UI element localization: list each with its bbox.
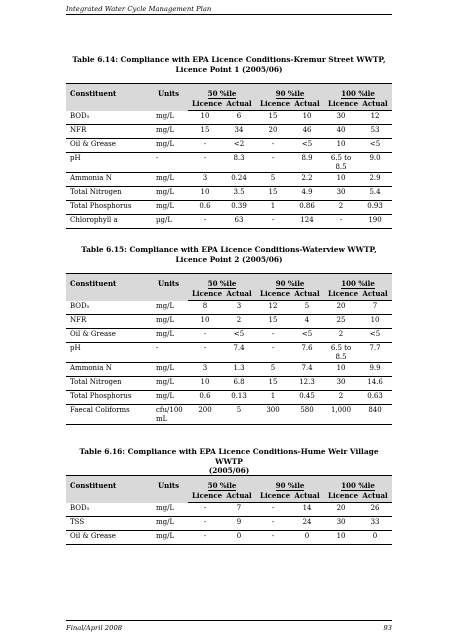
header-licence: Licence [324,289,358,301]
header-percentile [256,84,324,100]
percentile-label: 90 %ile [275,89,305,98]
cell-units: µg/L [154,215,188,229]
table-row [66,405,392,425]
cell-value: 20 [256,125,290,139]
cell-constituent: Faecal Coliforms [66,405,154,425]
cell-value: 30 [324,111,358,125]
cell-units: mg/L [154,391,188,405]
cell-value: 0.63 [358,391,392,405]
cell-units: mg/L [154,315,188,329]
cell-value: 10 [188,187,222,201]
cell-value: - [256,343,290,363]
table-caption [66,55,392,74]
header-percentile [256,274,324,290]
header-percentile [188,476,256,492]
percentile-label: 100 %ile [341,89,375,98]
header-constituent: Constituent [66,274,154,301]
cell-value: 5 [222,405,256,425]
caption-line: (2005/06) [208,466,250,475]
cell-constituent: Total Phosphorus [66,391,154,405]
cell-value: - [256,215,290,229]
cell-value: 0.13 [222,391,256,405]
cell-value: <5 [290,329,324,343]
cell-value: 9.9 [358,363,392,377]
cell-value: 15 [188,125,222,139]
cell-value: 63 [222,215,256,229]
cell-units: mg/L [154,173,188,187]
cell-value: - [188,139,222,153]
cell-value: 0.24 [222,173,256,187]
cell-value: 34 [222,125,256,139]
header-actual: Actual [222,491,256,503]
header-actual: Actual [290,289,324,301]
cell-value: 30 [324,187,358,201]
percentile-label: 50 %ile [207,89,237,98]
cell-value: 7.7 [358,343,392,363]
header-actual: Actual [222,289,256,301]
cell-units: mg/L [154,517,188,531]
cell-units: mg/L [154,111,188,125]
header-licence: Licence [324,99,358,111]
header-licence: Licence [256,491,290,503]
percentile-label: 90 %ile [275,481,305,490]
cell-value: 7.4 [222,343,256,363]
cell-value: 8.3 [222,153,256,173]
cell-value: 53 [358,125,392,139]
cell-constituent: NFR [66,125,154,139]
cell-value: 2 [222,315,256,329]
cell-value: 0.45 [290,391,324,405]
cell-value: 2 [324,201,358,215]
cell-constituent: Ammonia N [66,363,154,377]
cell-value: 0 [358,531,392,545]
cell-value: 0.86 [290,201,324,215]
cell-constituent: Total Nitrogen [66,187,154,201]
cell-constituent: TSS [66,517,154,531]
cell-value: 5 [290,301,324,315]
cell-value: 190 [358,215,392,229]
cell-value: 15 [256,377,290,391]
header-units: Units [154,84,188,111]
cell-value: 5 [256,173,290,187]
percentile-label: 90 %ile [275,279,305,288]
table-row [66,173,392,187]
cell-value: 7 [222,503,256,517]
cell-value: <5 [290,139,324,153]
table-row [66,187,392,201]
cell-value: - [188,153,222,173]
cell-value: 2.2 [290,173,324,187]
caption-line: Licence Point 2 (2005/06) [175,254,283,264]
cell-units: mg/L [154,201,188,215]
cell-value: 124 [290,215,324,229]
cell-value: 0.39 [222,201,256,215]
cell-value: 10 [358,315,392,329]
table-caption [66,447,392,476]
cell-units: mg/L [154,531,188,545]
header-percentile [324,274,392,290]
table-row [66,391,392,405]
cell-units: mg/L [154,377,188,391]
cell-value: 26 [358,503,392,517]
compliance-table-hume-weir [66,475,392,545]
cell-units: - [154,153,188,173]
cell-value: 7.4 [290,363,324,377]
header-actual: Actual [222,99,256,111]
header-percentile [324,476,392,492]
header-licence: Licence [188,99,222,111]
cell-value: <2 [222,139,256,153]
table-row [66,125,392,139]
cell-value: 840 [358,405,392,425]
cell-units: - [154,343,188,363]
header-percentile [188,84,256,100]
cell-value: 10 [290,111,324,125]
cell-value: 8.9 [290,153,324,173]
table-row [66,301,392,315]
percentile-label: 100 %ile [341,481,375,490]
page-footer [66,620,392,632]
cell-value: 15 [256,187,290,201]
cell-units: mg/L [154,363,188,377]
cell-value: 6.5 to 8.5 [324,343,358,363]
cell-constituent: Total Phosphorus [66,201,154,215]
table-row [66,377,392,391]
cell-constituent: BOD₅ [66,111,154,125]
cell-constituent: BOD₅ [66,301,154,315]
cell-constituent: pH [66,343,154,363]
cell-constituent: Oil & Grease [66,139,154,153]
cell-constituent: NFR [66,315,154,329]
cell-value: 3.5 [222,187,256,201]
cell-constituent: Total Nitrogen [66,377,154,391]
cell-value: 1 [256,391,290,405]
cell-units: mg/L [154,301,188,315]
cell-units: cfu/100 mL [154,405,188,425]
cell-value: 4.9 [290,187,324,201]
cell-value: 14.6 [358,377,392,391]
header-percentile [324,84,392,100]
page-number: 93 [383,624,392,632]
cell-value: - [188,517,222,531]
cell-value: 0.6 [188,201,222,215]
cell-constituent: pH [66,153,154,173]
header-licence: Licence [188,491,222,503]
cell-value: 0.93 [358,201,392,215]
percentile-label: 100 %ile [341,279,375,288]
cell-value: <5 [358,329,392,343]
header-constituent: Constituent [66,476,154,503]
cell-units: mg/L [154,125,188,139]
cell-constituent: Oil & Grease [66,329,154,343]
percentile-label: 50 %ile [207,279,237,288]
cell-value: 12 [256,301,290,315]
cell-value: - [188,503,222,517]
cell-value: 0.6 [188,391,222,405]
cell-value: 1 [256,201,290,215]
cell-value: 12 [358,111,392,125]
cell-units: mg/L [154,329,188,343]
caption-line: Table 6.15: Compliance with EPA Licence Conditions-Waterview WWTP, [81,245,377,254]
cell-constituent: Chlorophyll a [66,215,154,229]
cell-value: - [188,329,222,343]
compliance-table-waterview [66,273,392,425]
table-row [66,363,392,377]
cell-value: 10 [188,377,222,391]
cell-value: 33 [358,517,392,531]
cell-value: 8 [188,301,222,315]
cell-value: 15 [256,111,290,125]
header-percentile [188,274,256,290]
page-header: Integrated Water Cycle Management Plan [66,5,392,15]
cell-value: 1,000 [324,405,358,425]
cell-value: 10 [324,363,358,377]
cell-value: 2.9 [358,173,392,187]
caption-line: Table 6.16: Compliance with EPA Licence Conditions-Hume Weir Village WWTP [79,447,379,466]
cell-value: 30 [324,517,358,531]
cell-value: 580 [290,405,324,425]
cell-units: mg/L [154,503,188,517]
header-actual: Actual [358,491,392,503]
table-row [66,153,392,173]
header-actual: Actual [358,99,392,111]
cell-value: 12.3 [290,377,324,391]
table-row [66,329,392,343]
cell-value: <5 [222,329,256,343]
compliance-table-kremur [66,83,392,229]
cell-value: 10 [324,173,358,187]
cell-constituent: BOD₅ [66,503,154,517]
cell-value: - [256,329,290,343]
cell-value: 10 [188,111,222,125]
cell-value: 10 [324,139,358,153]
header-units: Units [154,476,188,503]
table-row [66,343,392,363]
cell-value: - [324,215,358,229]
header-units: Units [154,274,188,301]
cell-value: 20 [324,301,358,315]
cell-constituent: Oil & Grease [66,531,154,545]
cell-value: 20 [324,503,358,517]
cell-value: 9 [222,517,256,531]
cell-value: 10 [324,531,358,545]
cell-constituent: Ammonia N [66,173,154,187]
cell-value: 2 [324,329,358,343]
cell-value: - [188,343,222,363]
percentile-label: 50 %ile [207,481,237,490]
footer-date: Final/April 2008 [66,624,123,632]
cell-value: 200 [188,405,222,425]
table-row [66,139,392,153]
header-actual: Actual [290,491,324,503]
caption-line: Table 6.14: Compliance with EPA Licence Conditions-Kremur Street WWTP, [72,55,386,64]
cell-value: 30 [324,377,358,391]
cell-value: - [256,517,290,531]
cell-value: 6 [222,111,256,125]
cell-value: 25 [324,315,358,329]
header-licence: Licence [188,289,222,301]
cell-value: 4 [290,315,324,329]
header-licence: Licence [256,289,290,301]
cell-value: 3 [222,301,256,315]
cell-value: 5.4 [358,187,392,201]
cell-value: 6.5 to 8.5 [324,153,358,173]
cell-value: <5 [358,139,392,153]
cell-units: mg/L [154,187,188,201]
cell-value: 6.8 [222,377,256,391]
cell-value: - [256,139,290,153]
header-percentile [256,476,324,492]
cell-value: 3 [188,173,222,187]
table-row [66,503,392,517]
table-row [66,201,392,215]
header-licence: Licence [324,491,358,503]
cell-value: 40 [324,125,358,139]
cell-value: 0 [222,531,256,545]
cell-value: - [188,531,222,545]
cell-value: 3 [188,363,222,377]
cell-value: 1.3 [222,363,256,377]
header-actual: Actual [290,99,324,111]
cell-value: 2 [324,391,358,405]
cell-value: - [188,215,222,229]
header-actual: Actual [358,289,392,301]
table-row [66,315,392,329]
cell-value: - [256,153,290,173]
table-caption [66,245,392,264]
header-constituent: Constituent [66,84,154,111]
header-licence: Licence [256,99,290,111]
cell-value: 9.0 [358,153,392,173]
cell-value: 46 [290,125,324,139]
cell-units: mg/L [154,139,188,153]
cell-value: 300 [256,405,290,425]
cell-value: 14 [290,503,324,517]
table-row [66,215,392,229]
table-row [66,531,392,545]
cell-value: 5 [256,363,290,377]
cell-value: 10 [188,315,222,329]
cell-value: 0 [290,531,324,545]
cell-value: 24 [290,517,324,531]
cell-value: 7 [358,301,392,315]
cell-value: - [256,531,290,545]
cell-value: - [256,503,290,517]
cell-value: 15 [256,315,290,329]
table-row [66,517,392,531]
caption-line: Licence Point 1 (2005/06) [175,64,283,74]
table-row [66,111,392,125]
cell-value: 7.6 [290,343,324,363]
